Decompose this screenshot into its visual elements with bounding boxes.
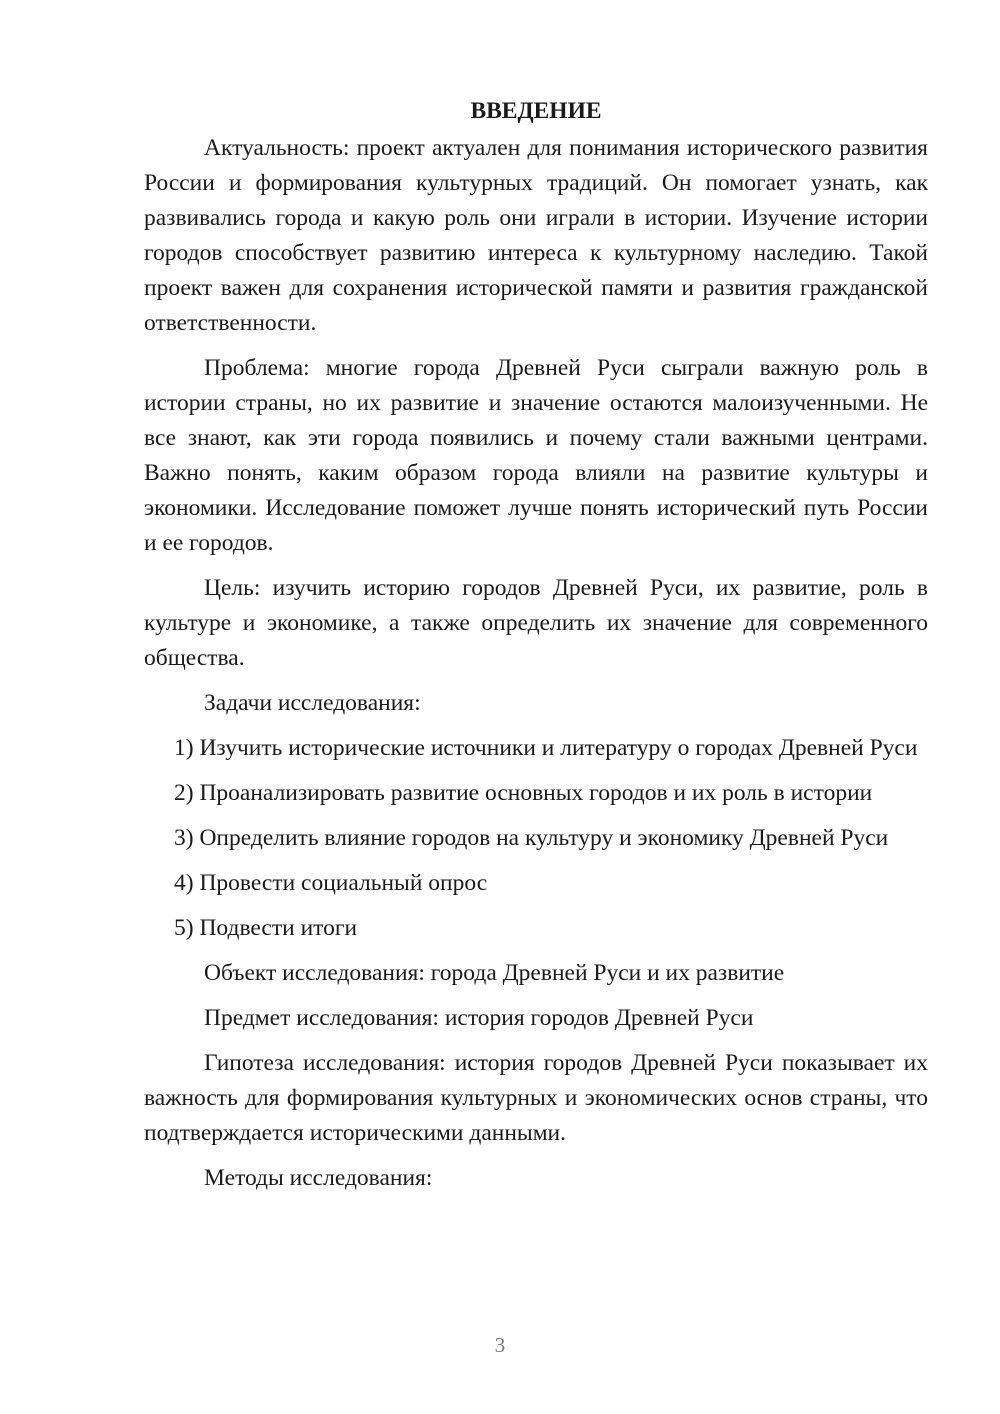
research-object: Объект исследования: города Древней Руси и их развитие: [204, 960, 785, 986]
document-page: [144, 96, 928, 1206]
page-title: ВВЕДЕНИЕ: [470, 98, 602, 124]
task-item-5: 5) Подвести итоги: [174, 915, 358, 941]
task-item-2: 2) Проанализировать развитие основных городов и их роль в истории: [174, 780, 873, 806]
problem-paragraph: Проблема: многие города Древней Руси сыграли важную роль в истории страны, но их развитие и значение остаются малоизученными. Не все знают, как эти города появились и почему стали важными центрами. Важно понять, каким образом города влияли на развитие культуры и экономики. Исследование поможет лучше понять исторический путь России и ее городов.: [144, 355, 928, 556]
task-item-1: 1) Изучить исторические источники и литературу о городах Древней Руси: [174, 735, 918, 761]
tasks-heading: Задачи исследования:: [204, 690, 421, 716]
relevance-paragraph: Актуальность: проект актуален для понимания исторического развития России и формирования культурных традиций. Он помогает узнать, как развивались города и какую роль они играли в истории. Изучение истории городов способствует развитию интереса к культурному наследию. Такой проект важен для сохранения исторической памяти и развития гражданской ответственности.: [144, 135, 928, 336]
research-subject: Предмет исследования: история городов Древней Руси: [204, 1005, 754, 1031]
page-number: 3: [494, 1333, 506, 1357]
goal-paragraph: Цель: изучить историю городов Древней Руси, их развитие, роль в культуре и экономике, а также определить их значение для современного общества.: [144, 575, 928, 671]
task-item-3: 3) Определить влияние городов на культуру и экономику Древней Руси: [174, 825, 889, 851]
research-methods-heading: Методы исследования:: [204, 1165, 433, 1191]
task-item-4: 4) Провести социальный опрос: [174, 870, 488, 896]
research-hypothesis: Гипотеза исследования: история городов Древней Руси показывает их важность для формирования культурных и экономических основ страны, что подтверждается историческими данными.: [144, 1050, 928, 1146]
